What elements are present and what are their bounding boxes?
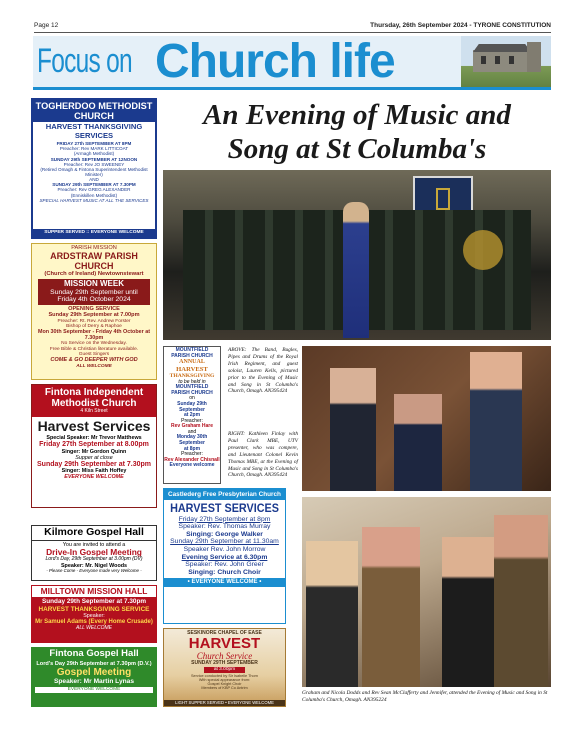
ad1-footer: SUPPER SERVED :: EVERYONE WELCOME [33, 229, 155, 237]
ad-togherdoo-methodist: TOGHERDOO METHODIST CHURCH HARVEST THANKSGIVING SERVICES FRIDAY 27th SEPTEMBER AT 8PM Preacher: Rev MARK LITTICOAT (Armagh Methodist) SUNDAY 29th SEPTEMBER AT 12NOON Preacher: Rev JO SWEENEY (Retired Omagh & Fintona Superintendent Methodist Minister) AND SUNDAY 29th SEPTEMBER AT 7.30PM Preacher: Rev GREG ALEXANDER (Enniskillen Methodist) SPECIAL HARVEST MUSIC AT ALL THE SERVICES SUPPER SERVED :: EVERYONE WELCOME [31, 98, 157, 239]
caption-above: ABOVE: The Band, Bugles, Pipes and Drums of the Royal Irish Regiment, and guest soloist, Lauren Kells, pictured prior to the Evening of Music and Song in St Columba's Church, Omagh. AN395424 [228, 347, 298, 395]
banner-church-life: Church life [155, 36, 395, 88]
ad1-subtitle: HARVEST THANKSGIVING SERVICES [45, 122, 143, 140]
couples-photo [302, 497, 551, 687]
section-banner [33, 36, 551, 90]
ad-seskinore-chapel: SESKINORE CHAPEL OF EASE HARVEST Church Service SUNDAY 29TH SEPTEMBER at 3.00pm Service conducted by Sir Isabelle Thorn With special appearance from: Gospel Knight Choir Members of KBP Co Antrim LIGHT SUPPER SERVED • EVERYONE WELCOME [163, 628, 286, 707]
ad-castlederg-free-presbyterian: Castlederg Free Presbyterian Church HARVEST SERVICES Friday 27th September at 8pm Speaker: Rev. Thomas Murray Singing: George Walker Sunday 29th September at 11.30am Speaker Rev. John Morrow Evening Service at 6.30pm Speaker: Rev. John Greer Singing: Church Choir • EVERYONE WELCOME • [163, 488, 286, 624]
ad3-harvest: Harvest Services [37, 417, 151, 434]
ad-fintona-independent-methodist: Fintona Independent Methodist Church 4 Kiln Street Harvest Services Special Speaker: Mr Trevor Matthews Friday 27th September at 8.00pm Singer: Mr Gordon Quinn Supper at close Sunday 29th September at 7.30pm Singer: Miss Faith Hoffey EVERYONE WELCOME [31, 384, 157, 508]
caption-right: RIGHT: Kathleen Finlay with Paul Clark MBE, UTV presenter, who was compere, and Lieutenant Colonel Kevin Thomas MBE, at the Evening of Music and Song in St Columba's Church, Omagh. AN395424 [228, 431, 298, 479]
headline [164, 98, 550, 166]
ad-mountfield-parish: MOUNTFIELD PARISH CHURCH ANNUAL HARVEST THANKSGIVING to be held in MOUNTFIELD PARISH CHURCH on Sunday 29th September at 2pm Preacher: Rev Graham Hare and Monday 30th September at 8pm Preacher: Rev Alexander Chisnall Everyone welcome [163, 346, 221, 484]
ad-kilmore-gospel-hall: Kilmore Gospel Hall You are invited to attend a Drive-In Gospel Meeting Lord's Day, 29th September at 3.00pm (DV) Speaker: Mr. Nigel Woods - Please Come - Everyone made very Welcome - [31, 525, 157, 581]
ad-ardstraw-parish: PARISH MISSION ARDSTRAW PARISH CHURCH (Church of Ireland) Newtownstewart MISSION WEEK Sunday 29th September until Friday 4th October 2024 OPENING SERVICE Sunday 29th September at 7.00pm Preacher: Rt. Rev. Andrew Forster Bishop of Derry & Raphoe Mon 30th September - Friday 4th October at 7.30pm No Service on the Wednesday. Free Bible & Christian literature available. Guest Singers COME & GO DEEPER WITH GOD ALL WELCOME [31, 243, 157, 380]
church-photo-thumbnail [461, 36, 551, 90]
ad-milltown-mission-hall: MILLTOWN MISSION HALL Sunday 29th September at 7.30pm HARVEST THANKSGIVING SERVICE Speaker: Mr Samuel Adams (Every Home Crusade) ALL WELCOME [31, 585, 157, 643]
caption-couples: Graham and Nicola Dodds and Rev Sean McClafferty and Jennifer, attended the Evening of Music and Song in St Columba's Church, Omagh. AN395224 [302, 690, 548, 703]
page-number: Page 12 [34, 22, 59, 29]
date-line: Thursday, 26th September 2024 - TYRONE CONSTITUTION [370, 22, 551, 29]
soloist-figure [343, 202, 369, 338]
ad2-title: ARDSTRAW PARISH CHURCH [50, 251, 138, 272]
headline-line-1: An Evening of Music and [203, 99, 511, 131]
page-header-bar [34, 20, 551, 33]
ad1-title: TOGHERDOO METHODIST CHURCH [33, 100, 155, 122]
trio-photo [302, 346, 551, 491]
headline-line-2: Song at St Columba's [227, 133, 487, 165]
ad-fintona-gospel-hall: Fintona Gospel Hall Lord's Day 29th September at 7.30pm (D.V.) Gospel Meeting Speaker: Mr Martin Lynas EVERYONE WELCOME [31, 647, 157, 707]
band-group-photo [163, 170, 551, 340]
banner-focus-on: Focus on [37, 42, 132, 80]
